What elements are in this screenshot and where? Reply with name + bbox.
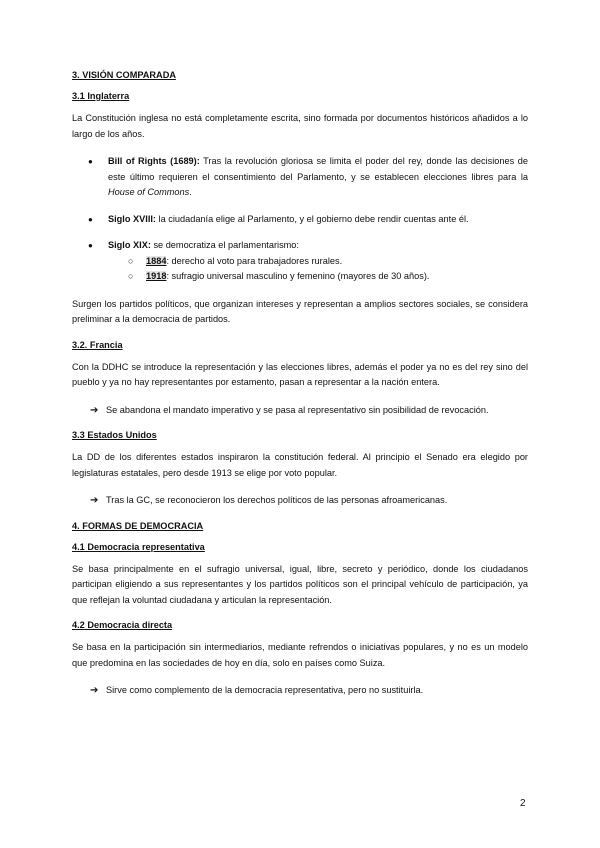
arrow-icon: ➔	[90, 685, 99, 696]
subsection-heading-democracia-directa: 4.2 Democracia directa	[72, 620, 173, 630]
text-siglo-xviii: la ciudadanía elige al Parlamento, y el gobierno debe rendir cuentas ante él.	[155, 213, 469, 224]
sub-item-1918	[108, 269, 528, 285]
period: .	[189, 187, 192, 197]
arrow-icon: ➔	[90, 495, 99, 506]
arrow-icon: ➔	[90, 404, 99, 416]
term-siglo-xix: Siglo XIX:	[108, 240, 151, 250]
subsection-heading-democracia-representativa: 4.1 Democracia representativa	[72, 541, 205, 552]
arrow-item-francia	[72, 403, 528, 419]
arrow-text-francia: Se abandona el mandato imperativo y se pasa al representativo sin posibilidad de revocación.	[106, 404, 489, 415]
text-siglo-xix: se democratiza el parlamentarismo:	[150, 240, 299, 250]
arrow-text-democracia-directa: Sirve como complemento de la democracia representativa, pero no sustituirla.	[106, 685, 424, 695]
arrow-text-estados-unidos: Tras la GC, se reconocieron los derechos políticos de las personas afroamericanas.	[106, 495, 448, 505]
paragraph-francia: Con la DDHC se introduce la representación y las elecciones libres, además el poder ya no es del rey sino del pueblo y ya no hay representantes por estamento, pasan a representar a la nación entera.	[72, 361, 528, 387]
list-item-siglo-xviii	[72, 212, 528, 228]
arrow-item-democracia-directa	[72, 683, 528, 699]
list-item-siglo-xix	[72, 238, 528, 285]
subsection-heading-inglaterra: 3.1 Inglaterra	[72, 91, 130, 101]
section-heading-vision-comparada: 3. VISIÓN COMPARADA	[72, 70, 176, 80]
sub-list-siglo-xix	[108, 254, 528, 285]
term-bill-of-rights: Bill of Rights (1689):	[108, 156, 200, 166]
arrow-item-estados-unidos	[72, 493, 528, 509]
paragraph-democracia-representativa: Se basa principalmente en el sufragio universal, igual, libre, secreto y periódico, donde los ciudadanos participan eligiendo a sus representantes y los partidos políticos son el principal vehículo de participación, ya que reflejan la voluntad ciudadana y articulan la representación.	[72, 563, 528, 605]
paragraph-inglaterra-closing: Surgen los partidos políticos, que organizan intereses y representan a amplios sectores sociales, se considera preliminar a la democracia de partidos.	[72, 298, 528, 324]
year-1918: 1918	[146, 271, 167, 281]
text-bill-of-rights: Tras la revolución gloriosa se limita el poder del rey, donde las decisiones de este último requieren el consentimiento del Parlamento, y se establecen elecciones libres para la	[108, 156, 528, 182]
italic-house-of-commons: House of Commons	[108, 187, 190, 197]
text-1884: : derecho al voto para trabajadores rurales.	[166, 255, 343, 266]
section-heading-formas-de-democracia: 4. FORMAS DE DEMOCRACIA	[72, 520, 204, 531]
paragraph-democracia-directa: Se basa en la participación sin intermediarios, mediante refrendos o iniciativas populares, y no es un modelo que predomina en las sociedades de hoy en día, solo en países como Suiza.	[72, 642, 528, 668]
list-item-bill-of-rights	[72, 154, 528, 201]
document-page	[72, 70, 528, 711]
text-1918: : sufragio universal masculino y femenino (mayores de 30 años).	[166, 271, 430, 281]
page-number: 2	[520, 798, 526, 809]
term-siglo-xviii: Siglo XVIII:	[108, 213, 156, 224]
year-1884: 1884	[146, 255, 167, 266]
paragraph-estados-unidos: La DD de los diferentes estados inspiraron la constitución federal. Al principio el Senado era elegido por legislaturas estatales, pero desde 1913 se elige por voto popular.	[72, 452, 528, 478]
subsection-heading-estados-unidos: 3.3 Estados Unidos	[72, 430, 157, 440]
sub-item-1884	[108, 254, 528, 270]
bullet-list-inglaterra	[72, 154, 528, 285]
paragraph-inglaterra-intro: La Constitución inglesa no está completamente escrita, sino formada por documentos históricos añadidos a lo largo de los años.	[72, 113, 528, 139]
subsection-heading-francia: 3.2. Francia	[72, 339, 123, 350]
